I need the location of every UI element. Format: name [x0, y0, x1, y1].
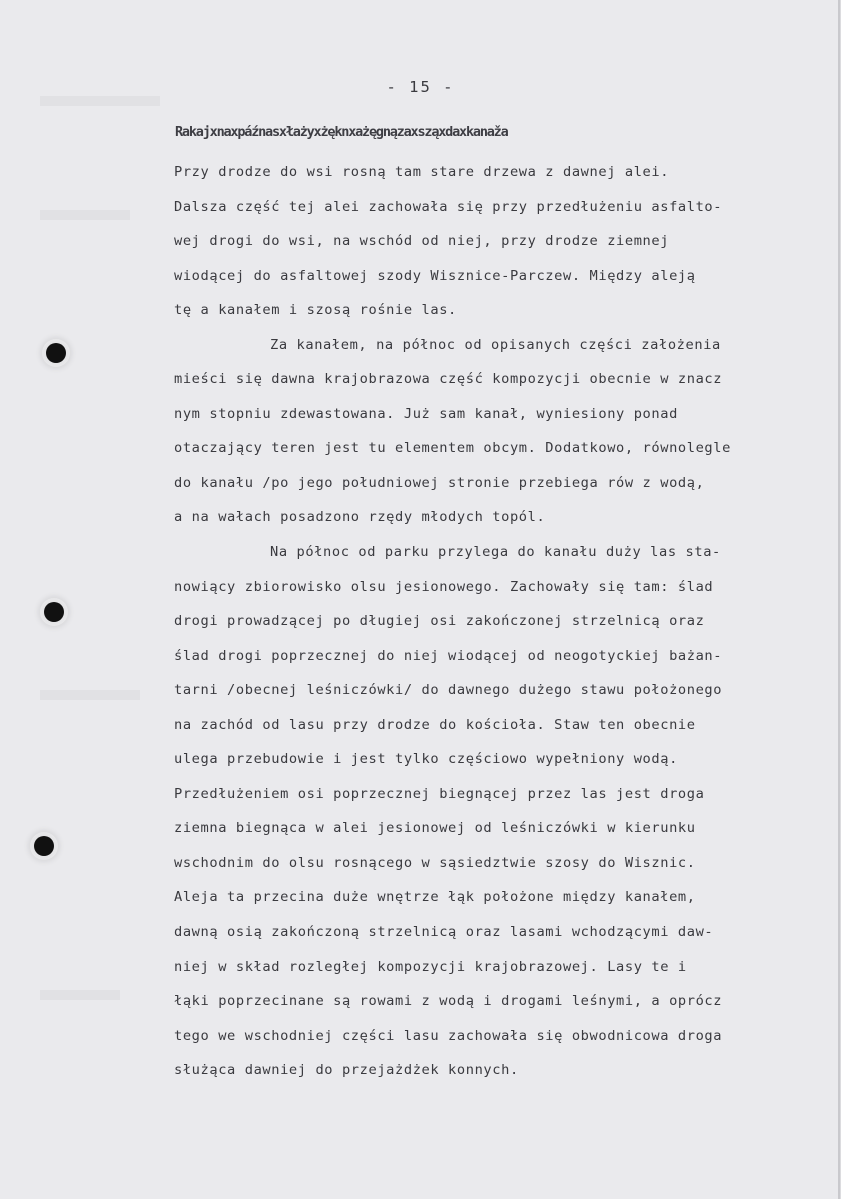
text-line: tego we wschodniej części lasu zachowała się obwodnicowa droga: [174, 1027, 723, 1044]
text-line: Przy drodze do wsi rosną tam stare drzewa z dawnej alei.: [174, 164, 670, 180]
text-line: drogi prowadzącej po długiej osi zakończonej strzelnicą oraz: [174, 613, 705, 630]
text-line: otaczający teren jest tu elementem obcym. Dodatkowo, równolegle: [174, 440, 731, 457]
text-line: Dalsza część tej alei zachowała się przy przedłużeniu asfalto-: [174, 198, 723, 215]
page-number: - 15 -: [386, 78, 455, 96]
text-line: nym stopniu zdewastowana. Już sam kanał, wyniesiony ponad: [174, 405, 678, 422]
text-line: ulega przebudowie i jest tylko częściowo wypełniony wodą.: [174, 751, 678, 768]
text-line: Na północ od parku przylega do kanału duży las sta-: [270, 544, 721, 561]
text-line: ślad drogi poprzecznej do niej wiodącej od neogotyckiej bażan-: [174, 647, 723, 664]
body-text: [174, 155, 834, 1088]
text-line: Przedłużeniem osi poprzecznej biegnącej przez las jest droga: [174, 785, 705, 802]
punch-hole: [44, 602, 64, 622]
text-line: wej drogi do wsi, na wschód od niej, przy drodze ziemnej: [174, 233, 670, 250]
text-line: nowiący zbiorowisko olsu jesionowego. Zachowały się tam: ślad: [174, 578, 714, 595]
text-line: wschodnim do olsu rosnącego w sąsiedztwie szosy do Wisznic.: [174, 854, 696, 871]
text-line: tę a kanałem i szosą rośnie las.: [174, 302, 457, 319]
text-line: dawną osią zakończoną strzelnicą oraz lasami wchodzącymi daw-: [174, 924, 714, 941]
text-line: a na wałach posadzono rzędy młodych topól.: [174, 509, 546, 526]
show-through-mark: [40, 210, 130, 220]
text-line: wiodącej do asfaltowej szody Wisznice-Parczew. Między aleją: [174, 267, 696, 284]
text-line: służąca dawniej do przejażdżek konnych.: [174, 1062, 519, 1079]
text-line: mieści się dawna krajobrazowa część kompozycji obecnie w znacz: [174, 371, 723, 388]
text-line: na zachód od lasu przy drodze do kościoła. Staw ten obecnie: [174, 716, 696, 733]
text-line: Aleja ta przecina duże wnętrze łąk położone między kanałem,: [174, 889, 696, 906]
text-line: łąki poprzecinane są rowami z wodą i drogami leśnymi, a oprócz: [174, 993, 723, 1010]
text-line: niej w skład rozległej kompozycji krajobrazowej. Lasy te i: [174, 958, 687, 975]
show-through-mark: [40, 96, 160, 106]
struck-out-text: Rakajxnaxpáźnasxłażyxżęknxażęgnązaxsząxdaxkanaža: [175, 124, 508, 140]
punch-hole: [46, 343, 66, 363]
text-line: ziemna biegnąca w alei jesionowej od leśniczówki w kierunku: [174, 820, 696, 837]
show-through-mark: [40, 690, 140, 700]
struck-out-line: [175, 124, 695, 144]
text-line: Za kanałem, na północ od opisanych części założenia: [270, 336, 721, 353]
text-line: do kanału /po jego południowej stronie przebiega rów z wodą,: [174, 474, 705, 491]
punch-hole: [34, 836, 54, 856]
text-line: tarni /obecnej leśniczówki/ do dawnego dużego stawu położonego: [174, 682, 723, 699]
show-through-mark: [40, 990, 120, 1000]
